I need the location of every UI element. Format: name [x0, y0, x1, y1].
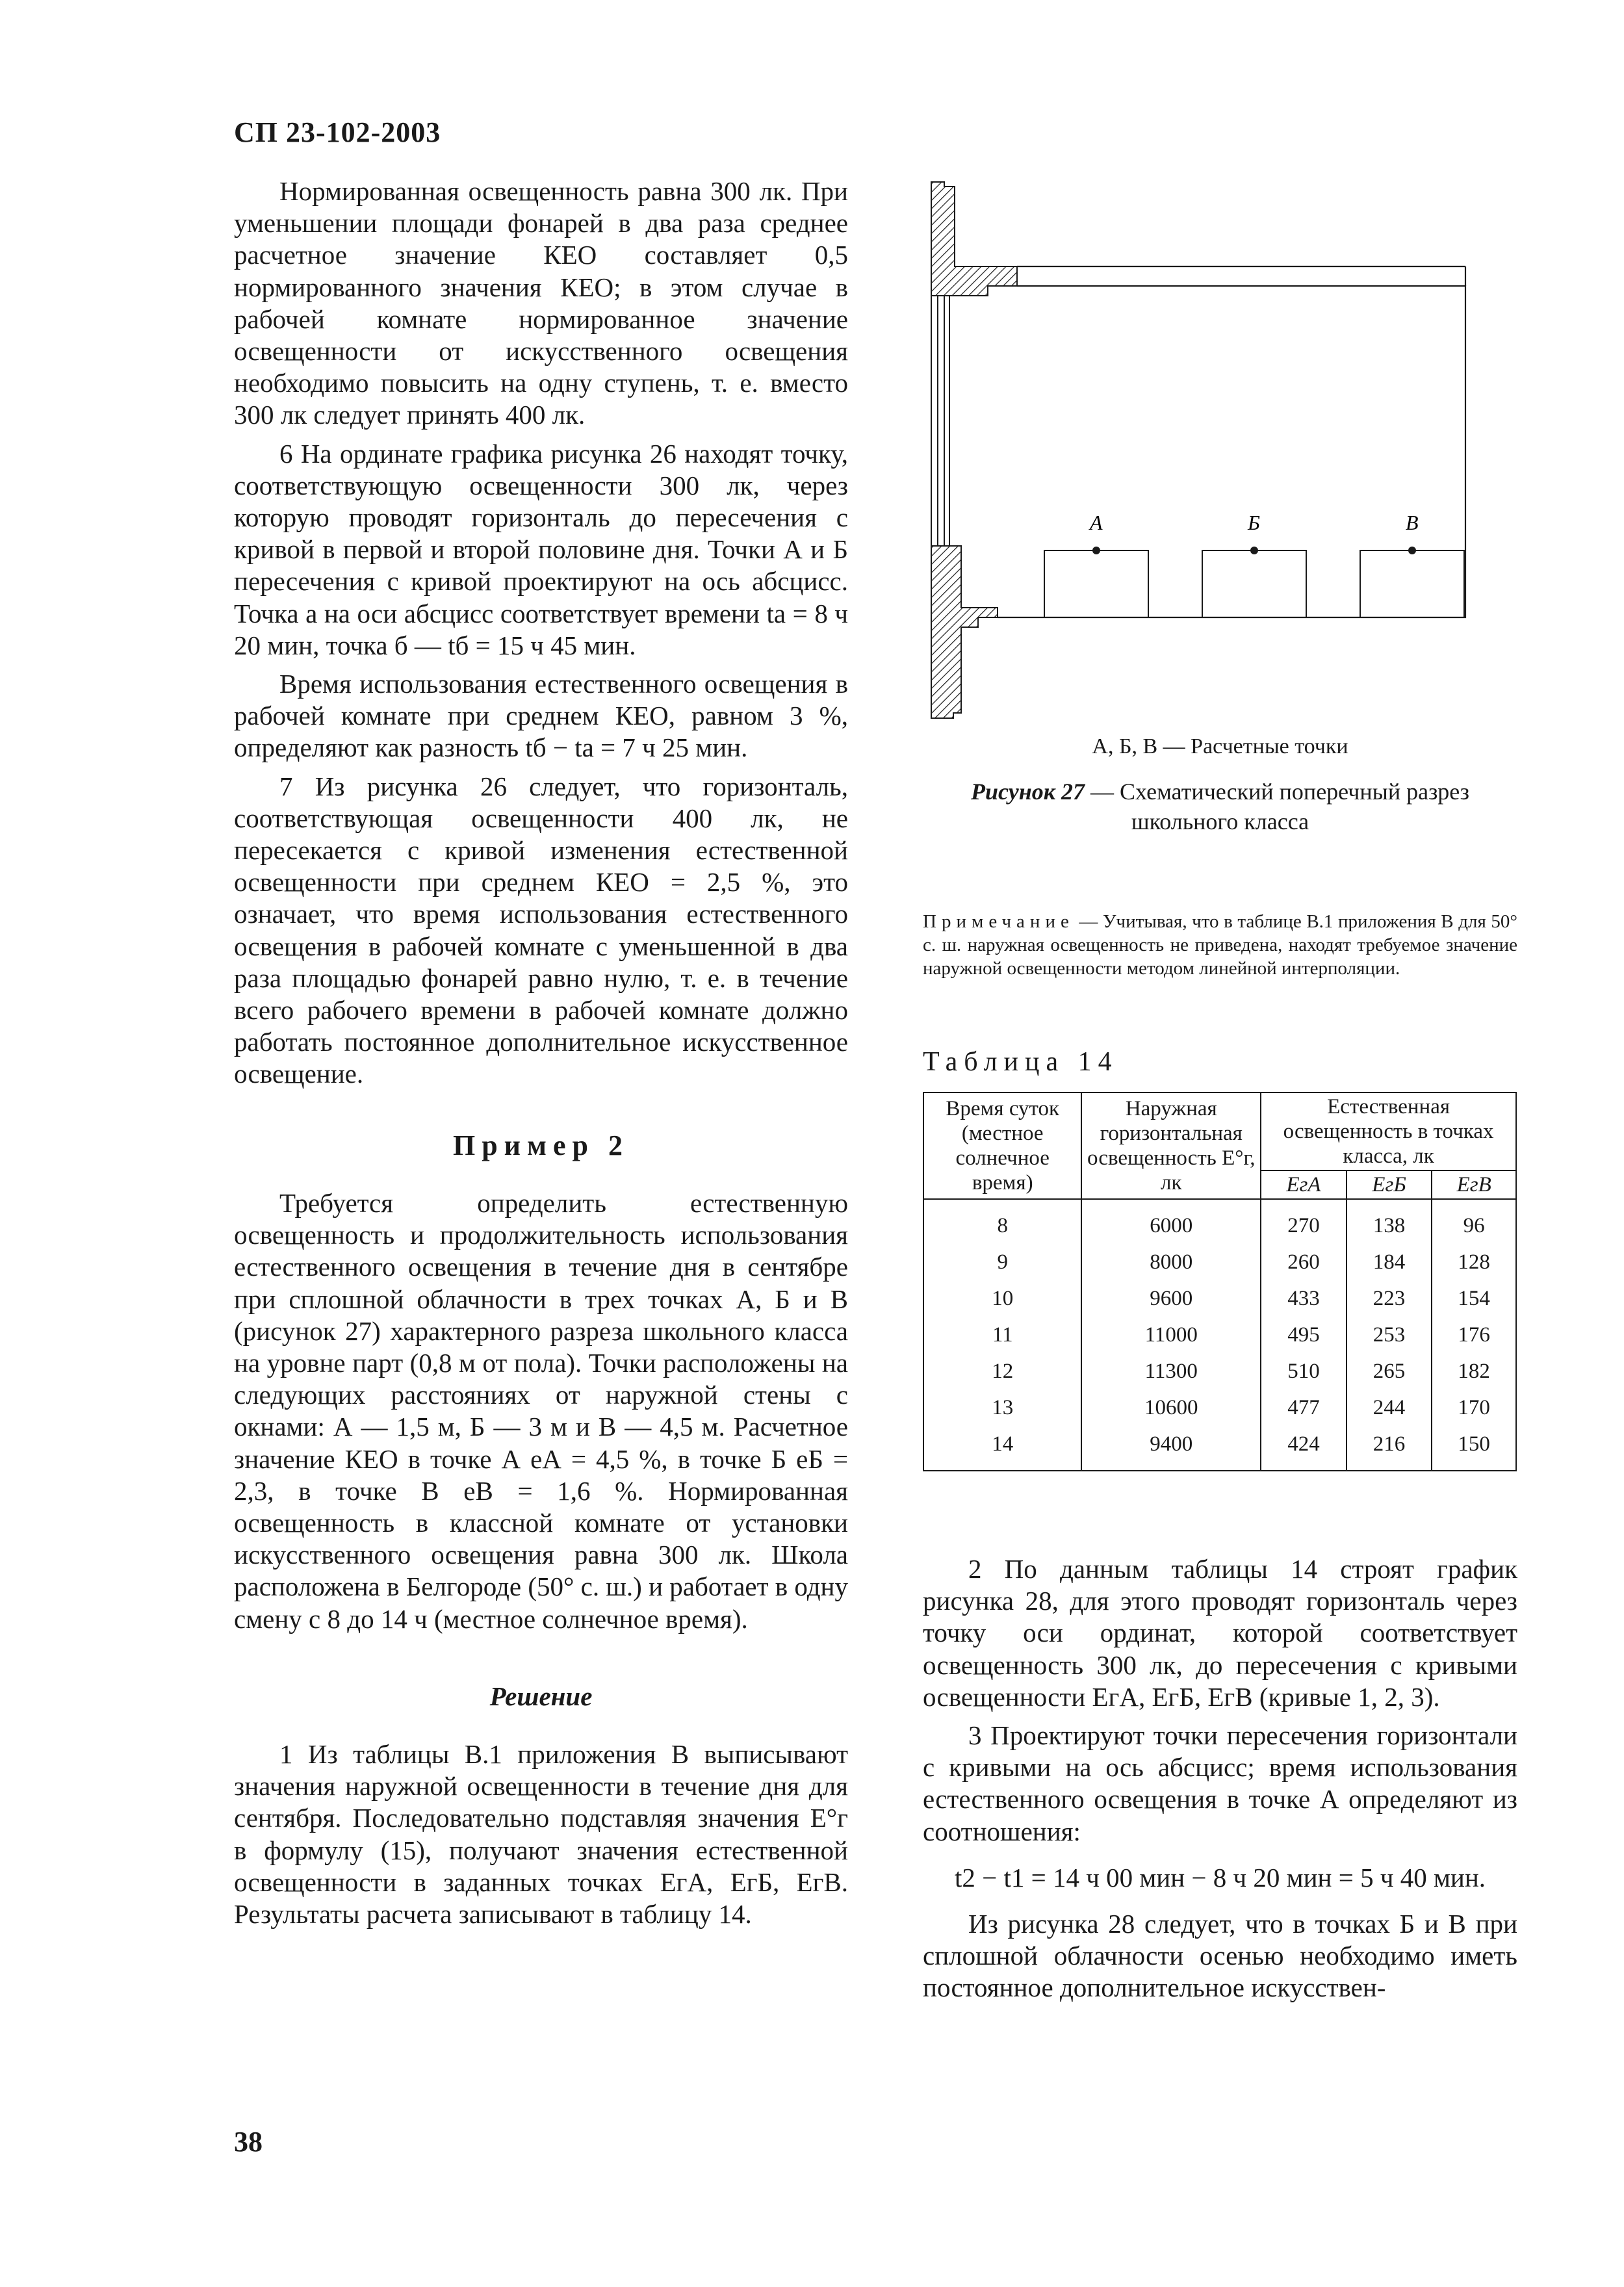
- header-ea: EгА: [1261, 1170, 1347, 1199]
- cell-ea: 424: [1261, 1426, 1347, 1471]
- room-outline: [998, 266, 1465, 617]
- paragraph: 3 Проектируют точки пересечения горизонтали с кривыми на ось абсцисс; время использования естественного освещения в точке А определяют из соотношения:: [923, 1720, 1517, 1846]
- point-b-marker: [1250, 547, 1258, 554]
- table-row: [923, 1244, 1516, 1280]
- figure-legend: А, Б, В — Расчетные точки: [1092, 734, 1348, 758]
- cell-ev: 128: [1432, 1244, 1516, 1280]
- cell-ea: 260: [1261, 1244, 1347, 1280]
- paragraph: Нормированная освещенность равна 300 лк. При уменьшении площади фонарей в два раза среднее расчетное значение КЕО составляет 0,5 нормированного значения КЕО; в этом случае в рабочей комнате нормированное значение освещенности от искусственного освещения необходимо повысить на одну ступень, т. е. вместо 300 лк следует принять 400 лк.: [234, 176, 848, 430]
- header-ev: EгВ: [1432, 1170, 1516, 1199]
- paragraph: 6 На ординате графика рисунка 26 находят точку, соответствующую освещенности 300 лк, через которую проводят горизонталь до пересечения с кривой в первой и второй половине дня. Точки А и Б пересечения с кривой проектируют на ось абсцисс. Точка а на оси абсцисс соответствует времени tа = 8 ч 20 мин, точка б — tб = 15 ч 45 мин.: [234, 438, 848, 660]
- note: [923, 910, 1517, 980]
- cell-outdoor: 10600: [1081, 1389, 1261, 1426]
- table-row: [923, 1389, 1516, 1426]
- cell-eb: 223: [1347, 1280, 1432, 1317]
- wall-upper: [931, 182, 1017, 296]
- cell-eb: 138: [1347, 1199, 1432, 1244]
- header-time: Время суток (местное солнечное время): [923, 1092, 1081, 1199]
- example-heading: Пример 2: [452, 1129, 630, 1161]
- data-table: [923, 1092, 1517, 1471]
- document-code: СП 23-102-2003: [234, 116, 441, 148]
- table-row: [923, 1199, 1516, 1244]
- cell-ea: 477: [1261, 1389, 1347, 1426]
- cell-ea: 433: [1261, 1280, 1347, 1317]
- cell-ev: 170: [1432, 1389, 1516, 1426]
- header-outdoor: Наружная горизонтальная освещенность E°г, лк: [1081, 1092, 1261, 1199]
- cell-time: 14: [923, 1426, 1081, 1471]
- point-v-label: В: [1406, 511, 1419, 534]
- paragraph: Время использования естественного освещения в рабочей комнате при среднем КЕО, равном 3 %, определяют как разность tб − tа = 7 ч 25 мин.: [234, 669, 848, 763]
- paragraph: Требуется определить естественную освещенность и продолжительность использования естественного освещения в течение дня в сентябре при сплошной облачности в трех точках А, Б и В (рисунок 27) характерного разреза школьного класса на уровне парт (0,8 м от пола). Точки расположены на следующих расстояниях от наружной стены с окнами: А — 1,5 м, Б — 3 м и В — 4,5 м. Расчетное значение КЕО в точке А eА = 4,5 %, в точке Б eБ = 2,3, в точке В eВ = 1,6 %. Нормированная освещенность в классной комнате от установки искусственного освещения равна 300 лк. Школа расположена в Белгороде (50° с. ш.) и работает в одну смену с 8 до 14 ч (местное солнечное время).: [234, 1187, 848, 1634]
- point-v-marker: [1408, 547, 1416, 554]
- paragraph: 2 По данным таблицы 14 строят график рисунка 28, для этого проводят горизонталь через точку оси ординат, которой соответствует освещенность 300 лк, до пересечения с кривыми освещенности EгА, EгБ, EгВ (кривые 1, 2, 3).: [923, 1554, 1517, 1712]
- cell-time: 10: [923, 1280, 1081, 1317]
- figure-caption-text: — Схематический поперечный разрез школьного класса: [1085, 779, 1469, 834]
- note-text: — Учитывая, что в таблице В.1 приложения В для 50° с. ш. наружная освещенность не приведена, находят требуемое значение наружной освещенности методом линейной интерполяции.: [923, 911, 1517, 979]
- cell-ev: 176: [1432, 1317, 1516, 1353]
- table-row: [923, 1353, 1516, 1389]
- cell-ea: 495: [1261, 1317, 1347, 1353]
- page-number: 38: [234, 2126, 263, 2158]
- header-eb: EгБ: [1347, 1170, 1432, 1199]
- wall-lower: [931, 546, 998, 718]
- right-column-text: [923, 1553, 1517, 2004]
- paragraph: 7 Из рисунка 26 следует, что горизонталь, соответствующая освещенности 400 лк, не пересекается с кривой изменения естественной освещенности при среднем КЕО = 2,5 %, это означает, что время использования естественного освещения в рабочей комнате с уменьшенной в два раза площадью фонарей равно нулю, т. е. в течение всего рабочего времени в рабочей комнате должно работать постоянное дополнительное искусственное освещение.: [234, 771, 848, 1089]
- cell-eb: 265: [1347, 1353, 1432, 1389]
- cell-eb: 244: [1347, 1389, 1432, 1426]
- cell-eb: 253: [1347, 1317, 1432, 1353]
- table-row: [923, 1280, 1516, 1317]
- cell-eb: 184: [1347, 1244, 1432, 1280]
- figure-caption-label: Рисунок 27: [971, 779, 1085, 805]
- cell-ev: 154: [1432, 1280, 1516, 1317]
- point-a-label: А: [1090, 511, 1103, 534]
- cell-time: 9: [923, 1244, 1081, 1280]
- paragraph: 1 Из таблицы В.1 приложения В выписывают значения наружной освещенности в течение дня для сентября. Последовательно подставляя значения E°г в формулу (15), получают значения естественной освещенности в заданных точках EгА, EгБ, EгВ. Результаты расчета записывают в таблицу 14.: [234, 1738, 848, 1929]
- cell-eb: 216: [1347, 1426, 1432, 1471]
- desk-v: [1360, 511, 1464, 617]
- formula: t2 − t1 = 14 ч 00 мин − 8 ч 20 мин = 5 ч 40 мин.: [954, 1862, 1486, 1893]
- paragraph: Из рисунка 28 следует, что в точках Б и В при сплошной облачности осенью необходимо иметь постоянное дополнительное искусствен-: [923, 1909, 1517, 2003]
- cell-outdoor: 9400: [1081, 1426, 1261, 1471]
- note-label: Примечание: [923, 911, 1074, 932]
- cell-time: 12: [923, 1353, 1081, 1389]
- cell-outdoor: 9600: [1081, 1280, 1261, 1317]
- cell-outdoor: 6000: [1081, 1199, 1261, 1244]
- table-title: Таблица 14: [923, 1047, 1118, 1077]
- cell-outdoor: 8000: [1081, 1244, 1261, 1280]
- left-column: [234, 175, 848, 1930]
- window-frame: [931, 296, 949, 546]
- cell-time: 13: [923, 1389, 1081, 1426]
- table-row: [923, 1426, 1516, 1471]
- cell-outdoor: 11000: [1081, 1317, 1261, 1353]
- cell-outdoor: 11300: [1081, 1353, 1261, 1389]
- header-natural: Естественная освещенность в точках класса, лк: [1261, 1092, 1516, 1170]
- point-a-marker: [1092, 547, 1100, 554]
- desk-a: [1044, 511, 1148, 617]
- cross-section-figure: [920, 179, 1472, 738]
- figure-caption: [923, 777, 1517, 836]
- point-b-label: Б: [1248, 511, 1260, 534]
- cell-time: 8: [923, 1199, 1081, 1244]
- cell-ev: 150: [1432, 1426, 1516, 1471]
- cell-ea: 270: [1261, 1199, 1347, 1244]
- cell-ea: 510: [1261, 1353, 1347, 1389]
- cell-time: 11: [923, 1317, 1081, 1353]
- cell-ev: 96: [1432, 1199, 1516, 1244]
- solution-heading: Решение: [489, 1681, 593, 1711]
- desk-b: [1202, 511, 1306, 617]
- cell-ev: 182: [1432, 1353, 1516, 1389]
- table-row: [923, 1317, 1516, 1353]
